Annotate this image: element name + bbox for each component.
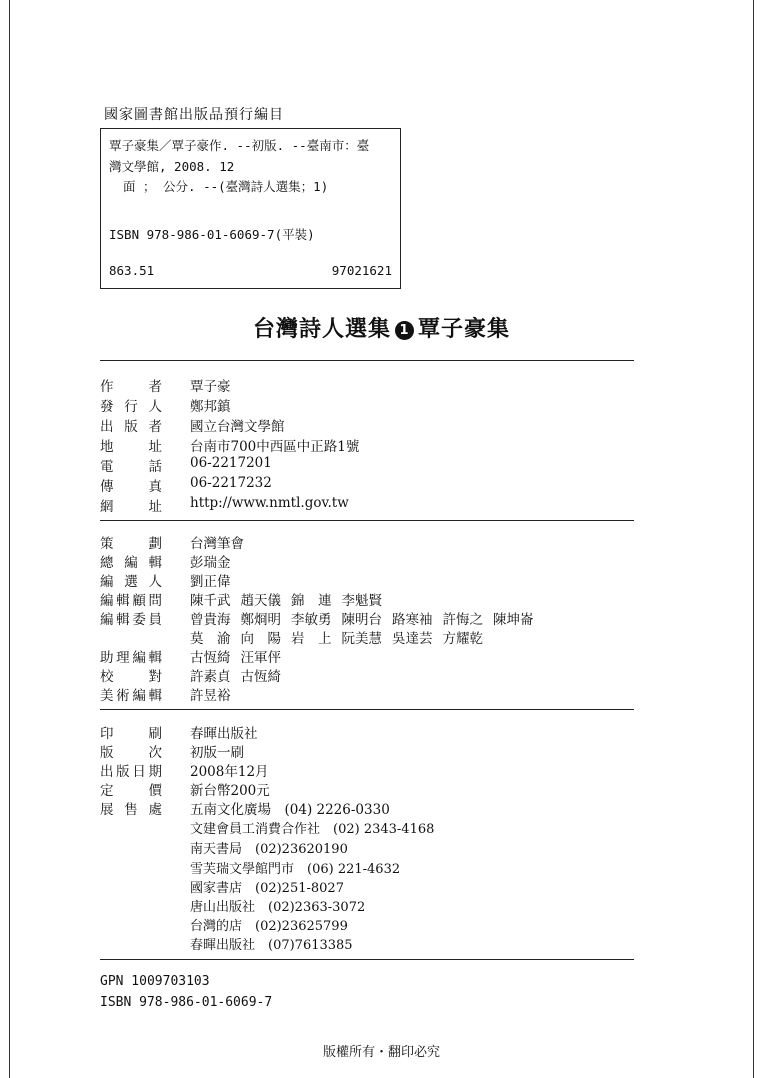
cip-record-box xyxy=(100,128,401,289)
outlet-item: 唐山出版社 (02)2363-3072 xyxy=(190,900,366,915)
divider xyxy=(100,360,634,361)
isbn-number: ISBN 978-986-01-6069-7 xyxy=(100,995,273,1010)
divider xyxy=(100,520,634,521)
cip-line-3: 面 ； 公分. --(臺灣詩人選集；1) xyxy=(123,179,329,194)
series-name: 台灣詩人選集 xyxy=(252,317,391,342)
outlet-item: 國家書店 (02)251-8027 xyxy=(190,881,344,896)
book-name: 覃子豪集 xyxy=(418,317,511,342)
divider xyxy=(100,709,634,710)
cip-heading: 國家圖書館出版品預行編目 xyxy=(104,107,284,123)
divider xyxy=(100,959,634,960)
outlet-item: 台灣的店 (02)23625799 xyxy=(190,919,348,934)
series-number-badge: 1 xyxy=(395,321,414,340)
cip-isbn: ISBN 978-986-01-6069-7(平裝) xyxy=(109,227,315,242)
cip-line-2: 灣文學館, 2008. 12 xyxy=(109,159,235,174)
book-title xyxy=(0,312,763,343)
outlet-item: 雪芙瑞文學館門市 (06) 221-4632 xyxy=(190,862,401,877)
page-border-left xyxy=(9,0,10,1078)
outlet-item: 南天書局 (02)23620190 xyxy=(190,842,348,857)
copyright-notice: 版權所有・翻印必究 xyxy=(322,1045,440,1060)
page-border-right xyxy=(753,0,754,1078)
outlet-item: 文建會員工消費合作社 (02) 2343-4168 xyxy=(190,822,435,837)
gpn-number: GPN 1009703103 xyxy=(100,974,210,989)
cip-class-number: 863.51 xyxy=(109,263,155,278)
cip-record-number: 97021621 xyxy=(331,263,392,278)
outlet-item: 春暉出版社 (07)7613385 xyxy=(190,938,353,953)
cip-line-1: 覃子豪集／覃子豪作. --初版. --臺南市：臺 xyxy=(109,138,370,153)
